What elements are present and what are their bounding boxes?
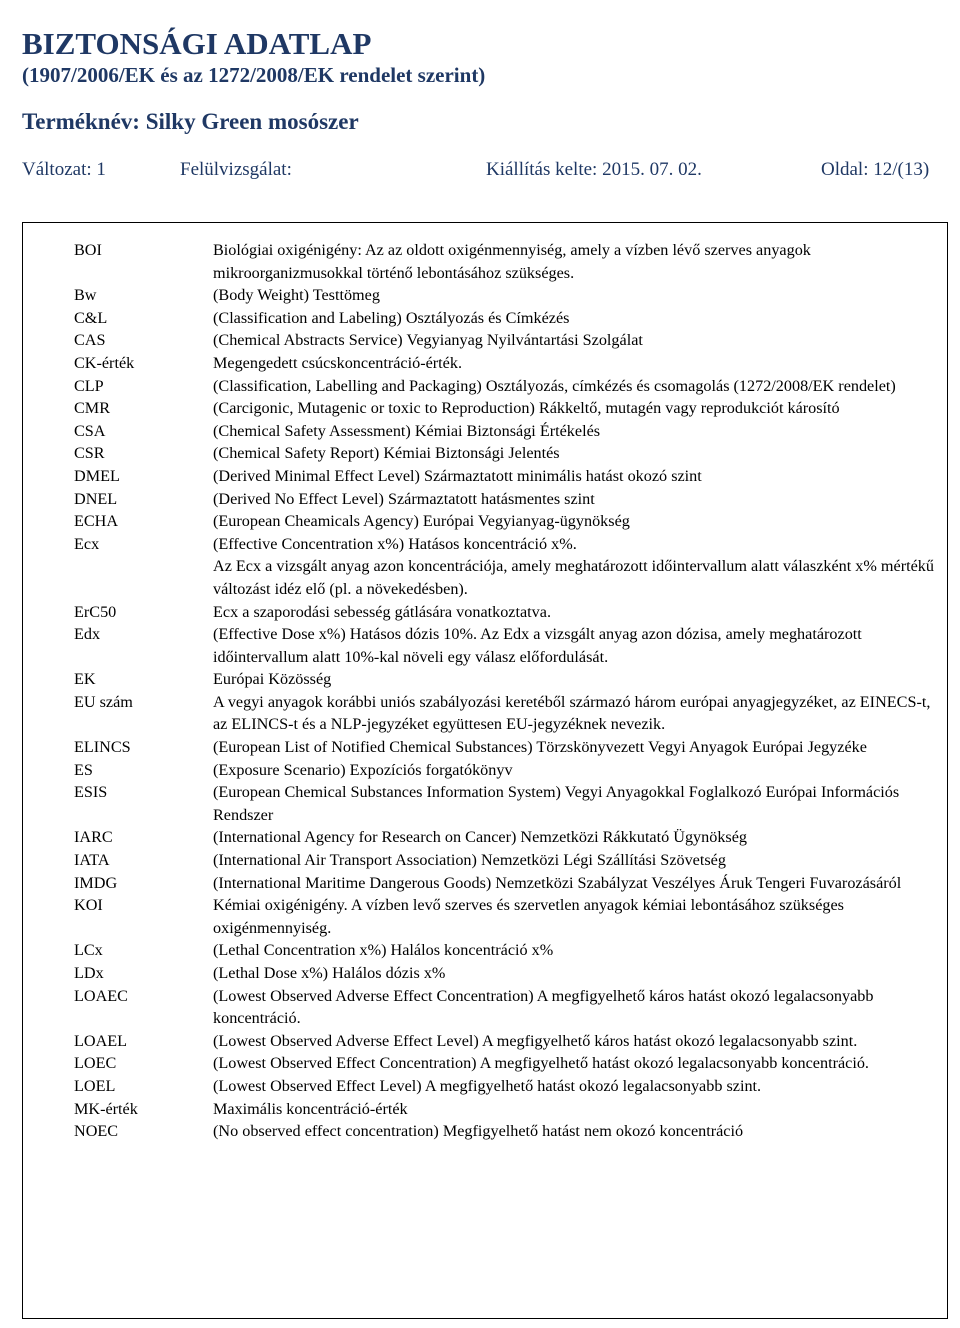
abbreviation-term: EU szám <box>74 692 133 711</box>
abbreviation-row <box>23 601 947 624</box>
abbreviation-term: EK <box>74 670 96 689</box>
abbreviation-term: IMDG <box>74 873 118 892</box>
abbreviation-row <box>23 939 947 962</box>
abbreviation-definition: (Lowest Observed Effect Level) A megfigyelhető hatást okozó legalacsonyabb szint. <box>213 1076 762 1095</box>
abbreviation-row <box>23 849 947 872</box>
abbreviations-list <box>23 239 947 1143</box>
abbreviation-term: IARC <box>74 828 113 847</box>
abbreviation-term: KOI <box>74 896 103 915</box>
abbreviation-term: CSA <box>74 421 106 440</box>
abbreviation-row <box>23 555 947 600</box>
abbreviation-definition: (Chemical Abstracts Service) Vegyianyag Nyilvántartási Szolgálat <box>213 331 643 350</box>
abbreviation-term: LOAEL <box>74 1031 128 1050</box>
abbreviation-definition: Az Ecx a vizsgált anyag azon koncentrációja, amely meghatározott időintervallum alatt válaszként x% mértékű változást idéz elő (pl. a növekedésben). <box>213 557 934 598</box>
abbreviation-term: ErC50 <box>74 602 117 621</box>
document-title: BIZTONSÁGI ADATLAP <box>22 26 372 61</box>
abbreviation-row <box>23 397 947 420</box>
abbreviation-row <box>23 826 947 849</box>
abbreviation-row <box>23 284 947 307</box>
abbreviation-definition: (Exposure Scenario) Expozíciós forgatókönyv <box>213 760 513 779</box>
abbreviation-definition: (Classification and Labeling) Osztályozás és Címkézés <box>213 308 570 327</box>
abbreviation-definition: Európai Közösség <box>213 670 332 689</box>
abbreviation-definition: Biológiai oxigénigény: Az az oldott oxigénmennyiség, amely a vízben lévő szerves anyagok mikroorganizmusokkal történő lebontásához szükséges. <box>213 241 811 282</box>
abbreviation-row <box>23 985 947 1030</box>
abbreviation-row <box>23 307 947 330</box>
abbreviation-definition: Maximális koncentráció-érték <box>213 1099 408 1118</box>
abbreviation-term: IATA <box>74 851 110 870</box>
abbreviation-row <box>23 442 947 465</box>
abbreviation-definition: (Derived No Effect Level) Származtatott hatásmentes szint <box>213 489 595 508</box>
abbreviation-row <box>23 759 947 782</box>
abbreviation-term: CAS <box>74 331 106 350</box>
abbreviation-term: MK-érték <box>74 1099 138 1118</box>
abbreviation-row <box>23 894 947 939</box>
abbreviation-definition: (Carcigonic, Mutagenic or toxic to Reproduction) Rákkeltő, mutagén vagy reprodukciót károsító <box>213 399 840 418</box>
abbreviation-term: BOI <box>74 241 102 259</box>
abbreviation-term: Ecx <box>74 534 100 553</box>
abbreviation-definition: (International Maritime Dangerous Goods) Nemzetközi Szabályzat Veszélyes Áruk Tengeri Fuvarozásáról <box>213 873 902 892</box>
abbreviation-term: C&L <box>74 308 108 327</box>
abbreviation-row <box>23 691 947 736</box>
version-label: Változat: 1 <box>22 159 106 180</box>
abbreviation-row <box>23 736 947 759</box>
abbreviation-definition: (Effective Concentration x%) Hatásos koncentráció x%. <box>213 534 577 553</box>
abbreviation-row <box>23 1075 947 1098</box>
abbreviation-definition: A vegyi anyagok korábbi uniós szabályozási keretéből származó három európai anyagjegyzéket, az EINECS-t, az ELINCS-t és a NLP-jegyzéket együttesen EU-jegyzéknek nevezik. <box>213 692 931 734</box>
abbreviation-definition: (International Agency for Research on Cancer) Nemzetközi Rákkutató Ügynökség <box>213 828 747 847</box>
abbreviation-term: CLP <box>74 376 104 395</box>
abbreviation-definition: (International Air Transport Association) Nemzetközi Légi Szállítási Szövetség <box>213 851 726 870</box>
abbreviation-term: LDx <box>74 964 104 982</box>
abbreviation-term: Edx <box>74 625 101 644</box>
abbreviation-row <box>23 962 947 985</box>
abbreviation-term: ES <box>74 760 93 779</box>
issue-date: Kiállítás kelte: 2015. 07. 02. <box>486 159 702 180</box>
abbreviation-term: CSR <box>74 444 105 463</box>
abbreviation-term: DNEL <box>74 489 118 508</box>
abbreviations-box <box>22 222 948 1319</box>
abbreviation-term: LOEC <box>74 1054 117 1073</box>
abbreviation-row <box>23 375 947 398</box>
abbreviation-definition: (Lethal Dose x%) Halálos dózis x% <box>213 964 446 982</box>
abbreviation-row <box>23 533 947 556</box>
abbreviation-definition: (Chemical Safety Report) Kémiai Biztonsági Jelentés <box>213 444 560 463</box>
abbreviation-definition: (Derived Minimal Effect Level) Származtatott minimális hatást okozó szint <box>213 466 702 485</box>
abbreviation-row <box>23 1098 947 1121</box>
product-name: Terméknév: Silky Green mosószer <box>22 109 359 134</box>
abbreviation-term: CMR <box>74 399 110 418</box>
abbreviation-definition: (Chemical Safety Assessment) Kémiai Biztonsági Értékelés <box>213 421 601 440</box>
abbreviation-definition: (Classification, Labelling and Packaging) Osztályozás, címkézés és csomagolás (1272/2008/EK rendelet) <box>213 376 896 395</box>
abbreviation-row <box>23 488 947 511</box>
abbreviation-row <box>23 1052 947 1075</box>
abbreviation-definition: (Lethal Concentration x%) Halálos koncentráció x% <box>213 941 554 960</box>
abbreviation-definition: (European List of Notified Chemical Substances) Törzskönyvezett Vegyi Anyagok Európai Jegyzéke <box>213 738 867 757</box>
abbreviation-term: LCx <box>74 941 103 960</box>
abbreviation-term: ECHA <box>74 512 119 531</box>
abbreviation-row <box>23 1030 947 1053</box>
abbreviation-definition: Kémiai oxigénigény. A vízben levő szerves és szervetlen anyagok kémiai lebontásához szükséges oxigénmennyiség. <box>213 896 844 937</box>
abbreviation-definition: (European Cheamicals Agency) Európai Vegyianyag-ügynökség <box>213 512 630 531</box>
abbreviation-row <box>23 668 947 691</box>
abbreviation-definition: (Lowest Observed Adverse Effect Level) A megfigyelhető káros hatást okozó legalacsonyabb szint. <box>213 1031 858 1050</box>
abbreviation-definition: (Effective Dose x%) Hatásos dózis 10%. Az Edx a vizsgált anyag azon dózisa, amely meghatározott időintervallum alatt 10%-kal növeli egy válasz előfordulását. <box>213 625 862 666</box>
abbreviation-row <box>23 510 947 533</box>
abbreviation-term: DMEL <box>74 466 120 485</box>
abbreviation-row <box>23 420 947 443</box>
abbreviation-term: ELINCS <box>74 738 131 757</box>
abbreviation-definition: (No observed effect concentration) Megfigyelhető hatást nem okozó koncentráció <box>213 1122 744 1141</box>
revision-label: Felülvizsgálat: <box>180 159 292 180</box>
abbreviation-row <box>23 329 947 352</box>
abbreviation-definition: (Lowest Observed Adverse Effect Concentration) A megfigyelhető káros hatást okozó legalacsonyabb koncentráció. <box>213 986 874 1028</box>
abbreviation-row <box>23 872 947 895</box>
abbreviation-term: Bw <box>74 286 97 305</box>
abbreviation-row <box>23 781 947 826</box>
abbreviation-term: LOEL <box>74 1076 116 1095</box>
abbreviation-definition: (Body Weight) Testtömeg <box>213 286 380 305</box>
abbreviation-term: LOAEC <box>74 986 128 1005</box>
abbreviation-definition: Megengedett csúcskoncentráció-érték. <box>213 353 462 372</box>
abbreviation-term: CK-érték <box>74 353 135 372</box>
abbreviation-row <box>23 623 947 668</box>
regulation-subtitle: (1907/2006/EK és az 1272/2008/EK rendelet szerint) <box>22 63 486 87</box>
abbreviation-term: NOEC <box>74 1122 119 1141</box>
page-number: Oldal: 12/(13) <box>821 159 930 180</box>
abbreviation-row <box>23 1120 947 1143</box>
abbreviation-term <box>23 555 213 600</box>
abbreviation-definition: Ecx a szaporodási sebesség gátlására vonatkoztatva. <box>213 602 552 621</box>
abbreviation-row <box>23 239 947 284</box>
abbreviation-term: ESIS <box>74 783 108 802</box>
abbreviation-row <box>23 465 947 488</box>
abbreviation-definition: (European Chemical Substances Information System) Vegyi Anyagokkal Foglalkozó Európai Információs Rendszer <box>213 783 900 824</box>
abbreviation-row <box>23 352 947 375</box>
abbreviation-definition: (Lowest Observed Effect Concentration) A megfigyelhető hatást okozó legalacsonyabb koncentráció. <box>213 1054 869 1073</box>
